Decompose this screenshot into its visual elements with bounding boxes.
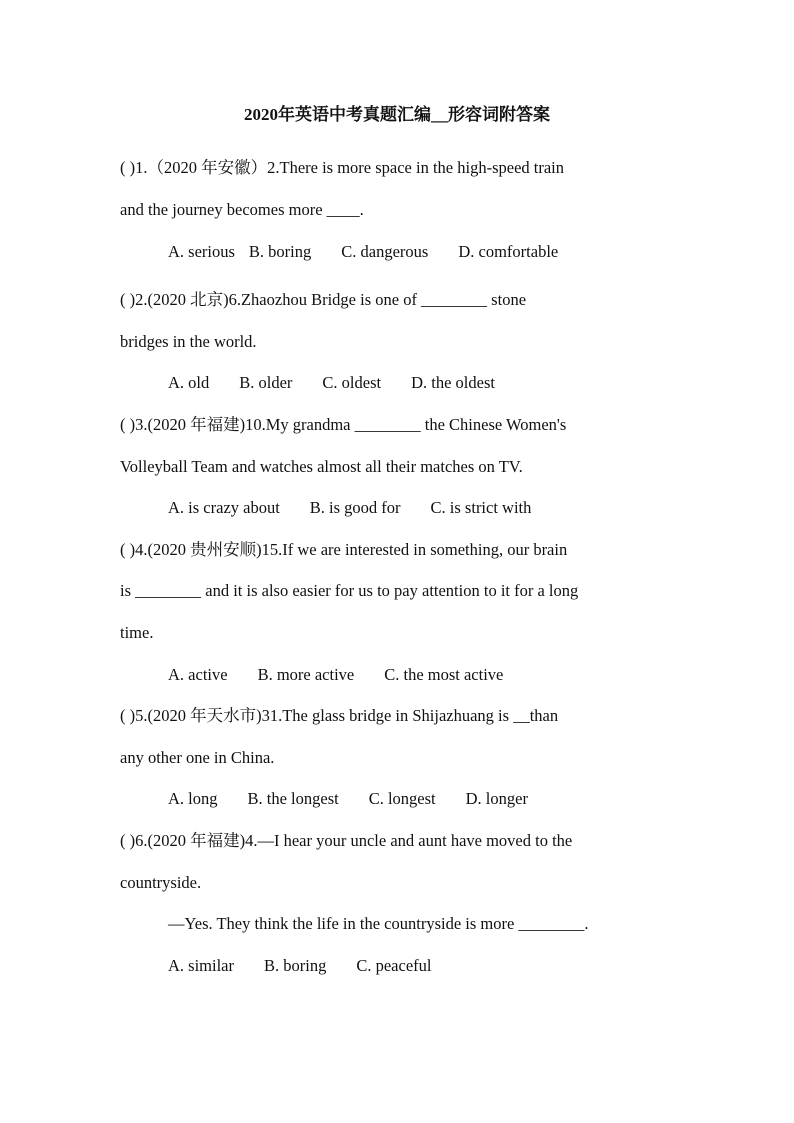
question-1-option-d: D. comfortable xyxy=(458,242,559,261)
question-1-options xyxy=(168,241,558,263)
question-4-option-a: A. active xyxy=(168,665,228,684)
question-2-option-c: C. oldest xyxy=(322,373,382,392)
question-5-option-c: C. longest xyxy=(368,789,436,808)
question-2-option-b: B. older xyxy=(239,373,293,392)
question-6-stem-line-2: countryside. xyxy=(120,873,202,892)
question-6-option-a: A. similar xyxy=(168,956,234,975)
question-2-options xyxy=(168,372,495,394)
question-1-stem-line-1: ( )1.（2020 年安徽）2.There is more space in the high-speed train xyxy=(120,158,565,177)
question-4-option-b: B. more active xyxy=(257,665,355,684)
question-6-reply: —Yes. They think the life in the countryside is more ________. xyxy=(168,914,589,933)
question-1-option-a: A. serious xyxy=(168,242,235,261)
question-5-options xyxy=(168,788,528,810)
question-3-option-c: C. is strict with xyxy=(430,498,532,517)
question-5-option-d: D. longer xyxy=(465,789,528,808)
question-5-option-a: A. long xyxy=(168,789,218,808)
question-6-option-c: C. peaceful xyxy=(356,956,432,975)
question-2-option-d: D. the oldest xyxy=(411,373,495,392)
question-1-option-b: B. boring xyxy=(248,242,312,261)
question-3-option-b: B. is good for xyxy=(309,498,401,517)
question-1-option-c: C. dangerous xyxy=(341,242,429,261)
question-4-stem-line-1: ( )4.(2020 贵州安顺)15.If we are interested in something, our brain xyxy=(120,540,568,559)
question-2-option-a: A. old xyxy=(168,373,210,392)
question-2-stem-line-2: bridges in the world. xyxy=(120,332,257,351)
question-6-option-b: B. boring xyxy=(264,956,327,975)
page-title: 2020年英语中考真题汇编__形容词附答案 xyxy=(244,105,550,124)
question-5-stem-line-1: ( )5.(2020 年天水市)31.The glass bridge in Shijazhuang is __than xyxy=(120,706,559,725)
question-4-stem-line-3: time. xyxy=(120,623,154,642)
question-4-option-c: C. the most active xyxy=(384,665,504,684)
question-4-stem-line-2: is ________ and it is also easier for us to pay attention to it for a long xyxy=(120,581,579,600)
question-4-options xyxy=(168,664,503,686)
question-6-stem-line-1: ( )6.(2020 年福建)4.—I hear your uncle and aunt have moved to the xyxy=(120,831,573,850)
question-3-options xyxy=(168,497,531,519)
question-5-option-b: B. the longest xyxy=(247,789,339,808)
question-3-stem-line-1: ( )3.(2020 年福建)10.My grandma ________ the Chinese Women's xyxy=(120,415,567,434)
question-3-option-a: A. is crazy about xyxy=(168,498,280,517)
question-6-options xyxy=(168,955,431,977)
question-5-stem-line-2: any other one in China. xyxy=(120,748,275,767)
question-2-stem-line-1: ( )2.(2020 北京)6.Zhaozhou Bridge is one of ________ stone xyxy=(120,290,527,309)
question-3-stem-line-2: Volleyball Team and watches almost all their matches on TV. xyxy=(120,457,523,476)
question-1-stem-line-2: and the journey becomes more ____. xyxy=(120,200,364,219)
